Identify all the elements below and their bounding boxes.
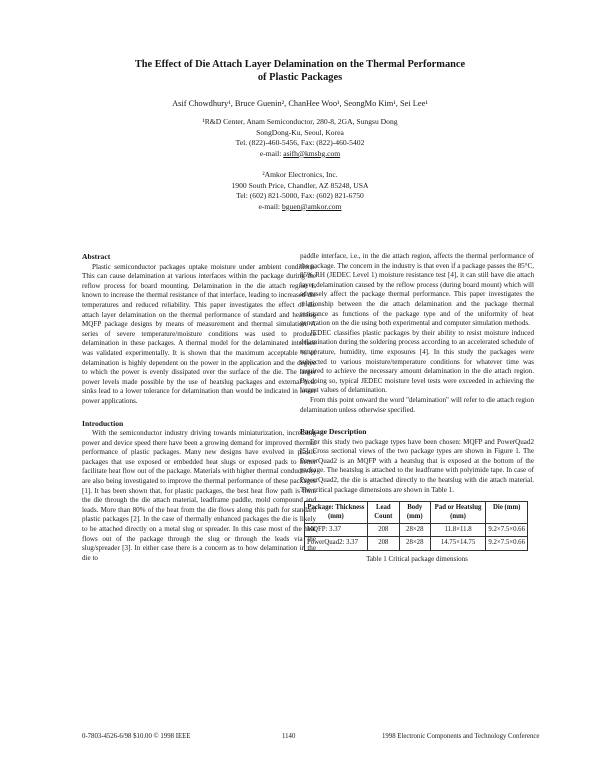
table-cell: 14.75×14.75 <box>430 537 486 550</box>
table-row <box>305 524 528 537</box>
table-header-cell: Die (mm) <box>486 502 528 524</box>
table-header-cell: Package: Thickness (mm) <box>305 502 368 524</box>
affiliation-2 <box>150 170 450 212</box>
affiliation-email-line <box>150 202 450 213</box>
email-link[interactable]: bguen@amkor.com <box>281 201 342 211</box>
table-header-cell: Pad or Heatslug (mm) <box>430 502 486 524</box>
table-row <box>305 537 528 550</box>
affiliation-line: ²Amkor Electronics, Inc. <box>262 170 338 179</box>
table-cell: 9.2×7.5×0.66 <box>486 537 528 550</box>
author-list: Asif Chowdhury¹, Bruce Guenin², ChanHee Woo¹, SeongMo Kim¹, Sei Lee¹ <box>172 99 428 108</box>
paper-title <box>90 58 510 84</box>
title-line-1: The Effect of Die Attach Layer Delamination on the Thermal Performance <box>134 59 466 70</box>
table-cell: 208 <box>367 524 399 537</box>
table-cell: PowerQuad2: 3.37 <box>305 537 368 550</box>
footer-copyright: 0-7803-4526-6/98 $10.00 © 1998 IEEE <box>82 733 191 740</box>
affiliation-line: 1900 South Price, Chandler, AZ 85248, USA <box>231 180 369 190</box>
table-cell: 9.2×7.5×0.66 <box>486 524 528 537</box>
table-cell: 28×28 <box>399 524 430 537</box>
email-prefix: e-mail: <box>258 201 282 211</box>
jedec-paragraph: JEDEC classifies plastic packages by their ability to resist moisture induced delamination during the soldering process according to an accelerated schedule of temperature, humidity, time exposures [4]. In this study the packages were subjected to various moisture/temperature conditions for whatever time was required to achieve the necessary amount delamination in the die attach region. By doing so, typical JEDEC moisture level tests were exceeded in achieving the largest values of delamination. <box>300 328 534 395</box>
delamination-definition-paragraph: From this point onward the word "delamination" will refer to die attach region delamination unless otherwise specified. <box>300 395 534 414</box>
footer-conference: 1998 Electronic Components and Technology Conference <box>382 733 540 740</box>
abstract-text: Plastic semiconductor packages uptake moisture under ambient conditions. This can cause delamination at various interfaces within the package during the reflow process for board mounting. Delamination in the die attach region is known to increase the thermal resistance of that interface, leading to increased die temperatures and reduced reliability. This paper investigates the effect of die attach layer delamination on the thermal performance of standard and heatslug MQFP package designs by means of measurement and thermal simulation. A series of severe temperature/moisture conditions was used to produce delamination in these packages. A thermal model for the delaminated interface was validated experimentally. It is shown that the maximum acceptable % of delamination is highly dependent on the power in the application and the degree to which the power is evenly dissipated over the surface of the die. The larger power levels made possible by the use of heatslug packages and external heat sinks lead to a lower tolerance for delamination than would be indicated in lower power applications. <box>82 262 316 405</box>
table-cell: MQFP: 3.37 <box>305 524 368 537</box>
affiliation-email-line <box>150 149 450 160</box>
table-cell: 208 <box>367 537 399 550</box>
abstract-heading: Abstract <box>82 252 111 261</box>
affiliation-line: Tel: (602) 821-5000, Fax: (602) 821-6750 <box>236 191 364 201</box>
affiliation-1 <box>150 117 450 159</box>
table-header-row <box>305 502 528 524</box>
left-column <box>82 252 316 563</box>
affiliation-line: Tel. (822)-460-5456, Fax: (822)-460-5402 <box>235 138 365 148</box>
email-link[interactable]: asifh@kmsbg.com <box>283 148 341 158</box>
title-line-2: of Plastic Packages <box>257 72 343 83</box>
table-cell: 28×28 <box>399 537 430 550</box>
package-dimensions-table <box>304 501 528 551</box>
table-header-cell: Body (mm) <box>399 502 430 524</box>
intro-continued-paragraph: paddle interface, i.e., in the die attach region, affects the thermal performance of the package. The concern in the industry is that even if a package passes the 85°C, 85% RH (JEDEC Level 1) moisture resistance test [4], it can still have die attach layer delamination caused by the reflow process (during board mount) which will adversely affect the package thermal performance. This paper investigates the relationship between the die attach delamination and the package thermal resistance as functions of the package type and of the uniformity of heat generation on the die using both experimental and computer simulation methods. <box>300 252 534 328</box>
affiliation-line: ¹R&D Center, Anam Semiconductor, 280-8, 2GA, Sungsu Dong <box>202 117 398 126</box>
footer-page-number: 1140 <box>282 733 296 740</box>
email-prefix: e-mail: <box>259 148 284 158</box>
introduction-text: With the semiconductor industry driving towards miniaturization, increasing power and device speed there have been a growing demand for improved thermal performance of plastic packages. Many new designs have evolved in plastic packages that use exposed or embedded heat slugs or exposed pads to better facilitate heat flow out of the package. Materials with higher thermal conductivity are also being investigated to improve the thermal performance of these packages [1]. It has been shown that, for plastic packages, the best heat flow path is from the die through the die attach material, leadframe paddle, mold compound and leads. More than 80% of the heat from the die flows along this path for standard plastic packages [2]. In the case of thermally enhanced packages the die is likely to be attached directly on a metal slug or spreader. In this case most of the heat flows out of the package through the slug or through the leads via the slug/spreader [3]. In either case there is a concern as to how delamination in the die to <box>82 429 316 562</box>
table-cell: 11.8×11.8 <box>430 524 486 537</box>
package-description-heading: Package Description <box>300 427 367 437</box>
affiliation-line: SongDong-Ku, Seoul, Korea <box>256 127 344 137</box>
table-caption: Table 1 Critical package dimensions <box>366 554 468 563</box>
table-header-cell: Lead Count <box>367 502 399 524</box>
package-description-text: For this study two package types have been chosen: MQFP and PowerQuad2 [5]. Cross sectional views of the two package types are shown in Figure 1. The PowerQuad2 is an MQFP with a heatslug that is exposed at the bottom of the package. The heatslug is attached to the leadframe with polyimide tape. In case of PowerQuad2, the die is attached directly to the heatslug with die attach material. The critical package dimensions are shown in Table 1. <box>300 437 534 494</box>
right-column <box>300 252 534 564</box>
introduction-heading: Introduction <box>82 418 124 428</box>
